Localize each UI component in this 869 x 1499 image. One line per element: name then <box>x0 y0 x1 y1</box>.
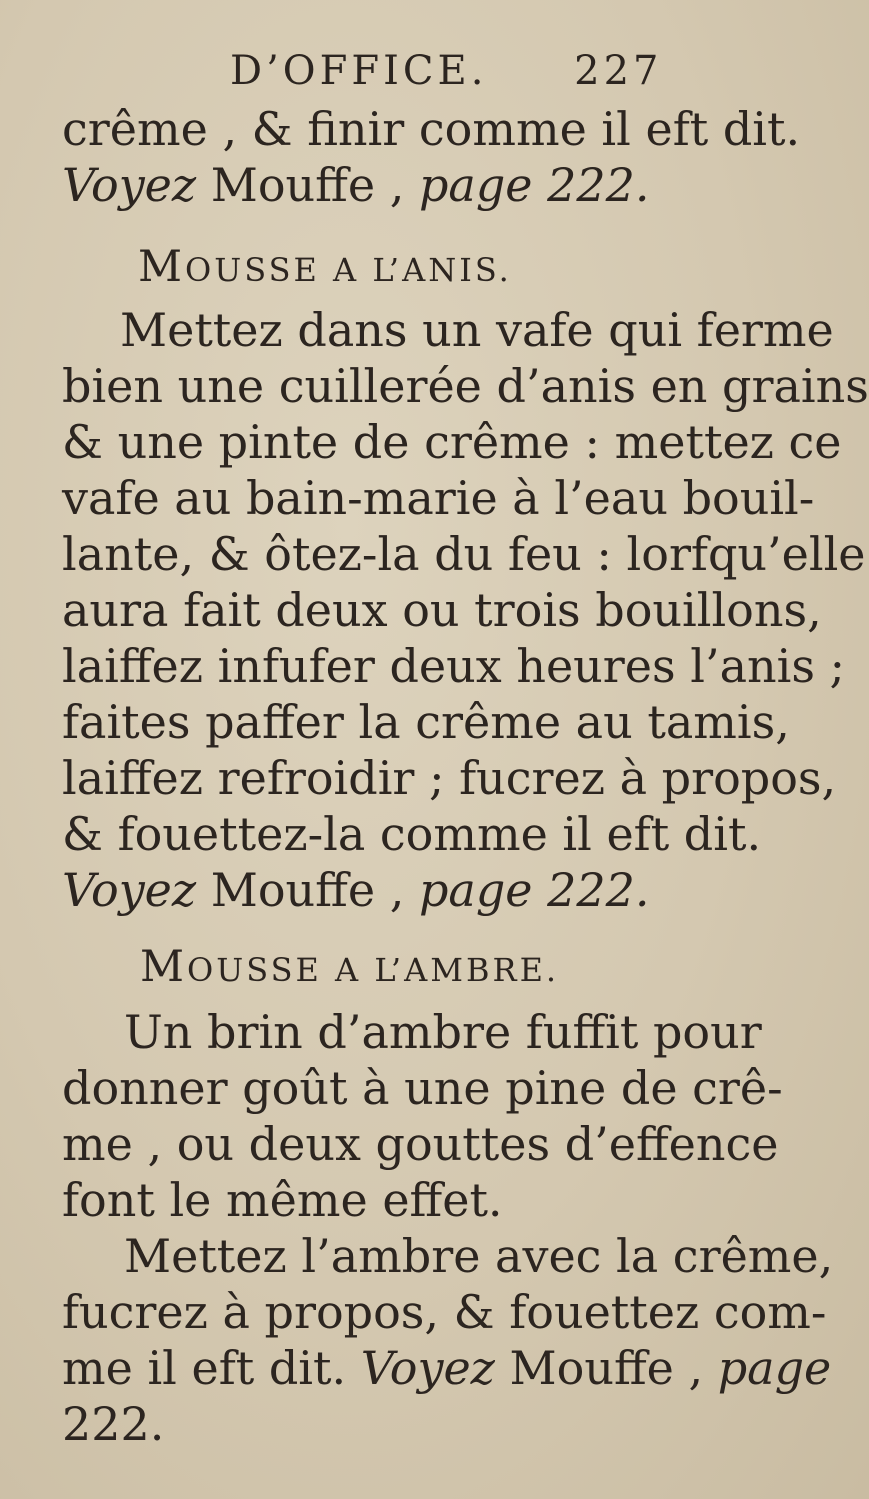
text-fragment: Mouffe , <box>196 863 419 917</box>
text-line: & une pinte de crême : mettez ce <box>62 415 842 469</box>
page-ref-italic: page 222. <box>418 158 650 212</box>
heading-initial: M <box>140 942 188 992</box>
voyez-italic: Voyez <box>62 863 197 917</box>
text-line <box>62 862 650 918</box>
heading-rest: OUSSE A L’AMBRE. <box>187 951 560 989</box>
page-ref-italic: page <box>717 1341 832 1395</box>
text-line: 222. <box>62 1397 165 1451</box>
text-line <box>62 1340 831 1396</box>
text-line: faites paffer la crême au tamis, <box>62 695 790 749</box>
text-fragment: Mouffe , <box>494 1341 718 1395</box>
text-line: font le même effet. <box>62 1173 503 1227</box>
text-line: vafe au bain-marie à l’eau bouil- <box>62 471 815 525</box>
section-heading-anis <box>138 242 512 292</box>
text-line: aura fait deux ou trois bouillons, <box>62 583 822 637</box>
text-line <box>62 157 650 213</box>
page-ref-italic: page 222. <box>418 863 650 917</box>
page-number: 227 <box>574 48 663 94</box>
header-title: D’OFFICE. <box>230 48 488 94</box>
text-line: laiffez refroidir ; fucrez à propos, <box>62 751 837 805</box>
heading-rest: OUSSE A L’ANIS. <box>185 251 512 289</box>
text-line: Mettez dans un vafe qui ferme <box>120 303 834 357</box>
text-fragment: me il eft dit. <box>62 1341 361 1395</box>
text-line: Mettez l’ambre avec la crême, <box>124 1229 834 1283</box>
text-line: & fouettez-la comme il eft dit. <box>62 807 762 861</box>
running-header <box>230 48 663 94</box>
voyez-italic: Voyez <box>62 158 197 212</box>
text-line: Un brin d’ambre fuffit pour <box>124 1005 762 1059</box>
text-line: me , ou deux gouttes d’effence <box>62 1117 779 1171</box>
text-line: lante, & ôtez-la du feu : lorfqu’elle <box>62 527 866 581</box>
text-line: fucrez à propos, & fouettez com- <box>62 1285 827 1339</box>
text-line: laiffez infufer deux heures l’anis ; <box>62 639 846 693</box>
text-line: crême , & finir comme il eft dit. <box>62 102 801 156</box>
section-heading-ambre <box>140 942 559 992</box>
voyez-italic: Voyez <box>360 1341 495 1395</box>
text-fragment: Mouffe , <box>196 158 419 212</box>
heading-initial: M <box>138 242 186 292</box>
text-line: donner goût à une pine de crê- <box>62 1061 783 1115</box>
text-line: bien une cuillerée d’anis en grains <box>62 359 869 413</box>
